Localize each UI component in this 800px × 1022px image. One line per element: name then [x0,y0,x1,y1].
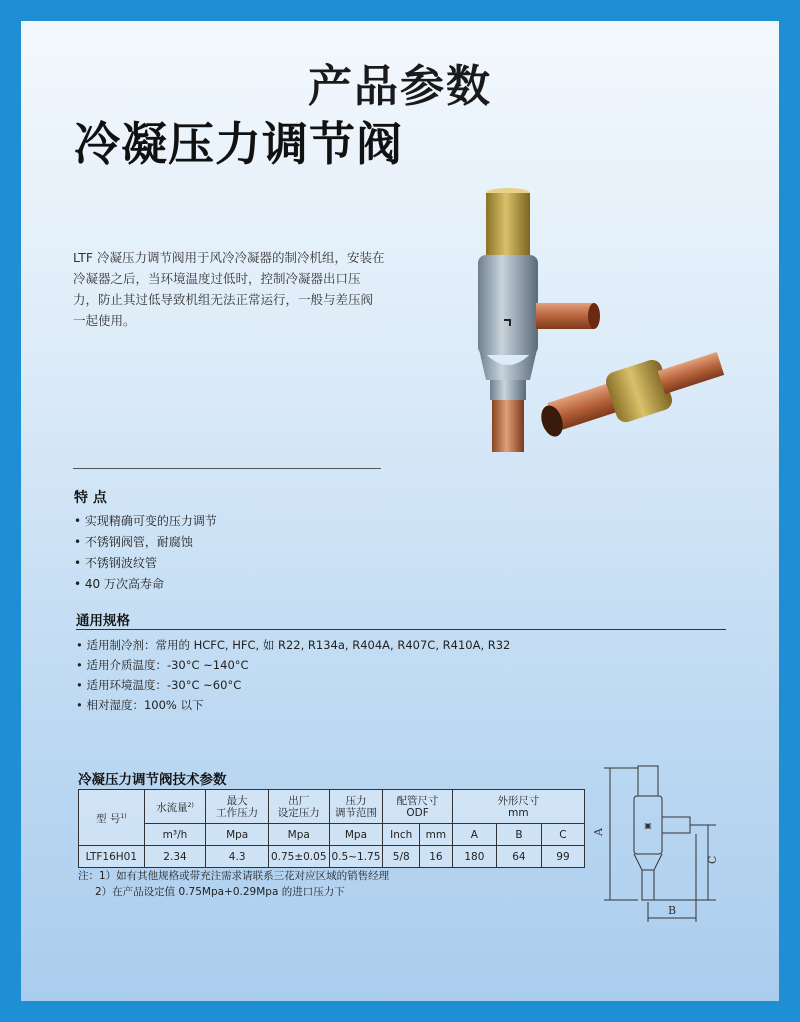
header-dims: 外形尺寸 mm [452,790,584,824]
dim-label-c: C [706,855,719,864]
unit-cell: B [496,824,541,846]
specs-heading: 通用规格 [76,613,130,629]
specs-list [76,635,510,715]
spec-item: • 适用环境温度：-30°C ~60°C [76,675,510,695]
feature-item: • 不锈钢阀管，耐腐蚀 [74,532,217,553]
table-cell: 5/8 [383,846,420,868]
header-range: 压力 调节范围 [329,790,383,824]
product-title: 冷凝压力调节阀 [74,117,403,171]
table-header-row [79,790,585,824]
table-cell: LTF16H01 [79,846,145,868]
unit-cell: Mpa [206,824,269,846]
table-cell: 0.5~1.75 [329,846,383,868]
section-divider [73,468,381,469]
dim-label-a: A [592,828,605,836]
drawing-outlet [642,870,654,900]
table-cell: 0.75±0.05 [268,846,329,868]
table-heading: 冷凝压力调节阀技术参数 [78,772,227,788]
features-list [74,511,217,595]
dim-label-b: B [668,904,677,917]
header-factory: 出厂 设定压力 [268,790,329,824]
table-cell: 64 [496,846,541,868]
note-2: 2）在产品设定值 0.75Mpa+0.29Mpa 的进口压力下 [95,886,345,898]
product-photo [460,185,740,460]
header-model: 型 号$^{1)}$ [79,790,145,846]
spec-item: • 适用制冷剂：常用的 HCFC, HFC, 如 R22, R134a, R404A, R407C, R410A, R32 [76,635,510,655]
section-title: 产品参数 [308,61,492,112]
unit-cell: C [541,824,584,846]
spec-table [78,789,585,868]
bellows-housing [603,357,674,424]
table-cell: 16 [420,846,453,868]
inlet-opening [588,303,600,329]
spec-item: • 适用介质温度：-30°C ~140°C [76,655,510,675]
right-pipe [658,352,724,394]
features-heading: 特 点 [74,490,107,506]
feature-item: • 不锈钢波纹管 [74,553,217,574]
header-pipe: 配管尺寸 ODF [383,790,452,824]
unit-cell: Mpa [329,824,383,846]
unit-cell: Mpa [268,824,329,846]
dimension-drawing [592,760,728,930]
table-cell: 180 [452,846,496,868]
spec-item: • 相对湿度：100% 以下 [76,695,510,715]
feature-item: • 实现精确可变的压力调节 [74,511,217,532]
second-valve [538,352,725,439]
drawing-cap [638,766,658,796]
brass-cap [486,193,530,255]
note-1: 注：1）如有其他规格或带充注需求请联系三花对应区域的销售经理 [78,870,390,882]
specs-divider [76,629,726,630]
unit-cell: m³/h [144,824,206,846]
inlet-pipe [536,303,594,329]
drawing-neck [634,854,662,870]
outlet-pipe [492,400,524,452]
feature-item: • 40 万次高寿命 [74,574,217,595]
table-cell: 2.34 [144,846,206,868]
unit-cell: mm [420,824,453,846]
valve-body [478,255,538,355]
header-flow: 水流量$^{2)}$ [144,790,206,824]
table-row [79,846,585,868]
drawing-logo: ▣ [644,821,652,830]
valve-base [490,380,526,400]
unit-cell: A [452,824,496,846]
drawing-inlet [662,817,690,833]
table-notes [78,868,389,900]
table-units-row [79,824,585,846]
unit-cell: Inch [383,824,420,846]
table-cell: 4.3 [206,846,269,868]
header-max-work: 最大 工作压力 [206,790,269,824]
intro-text: LTF 冷凝压力调节阀用于风冷冷凝器的制冷机组，安装在冷凝器之后，当环境温度过低时，控制冷凝器出口压力，防止其过低导致机组无法正常运行，一般与差压阀一起使用。 [73,250,385,328]
table-cell: 99 [541,846,584,868]
